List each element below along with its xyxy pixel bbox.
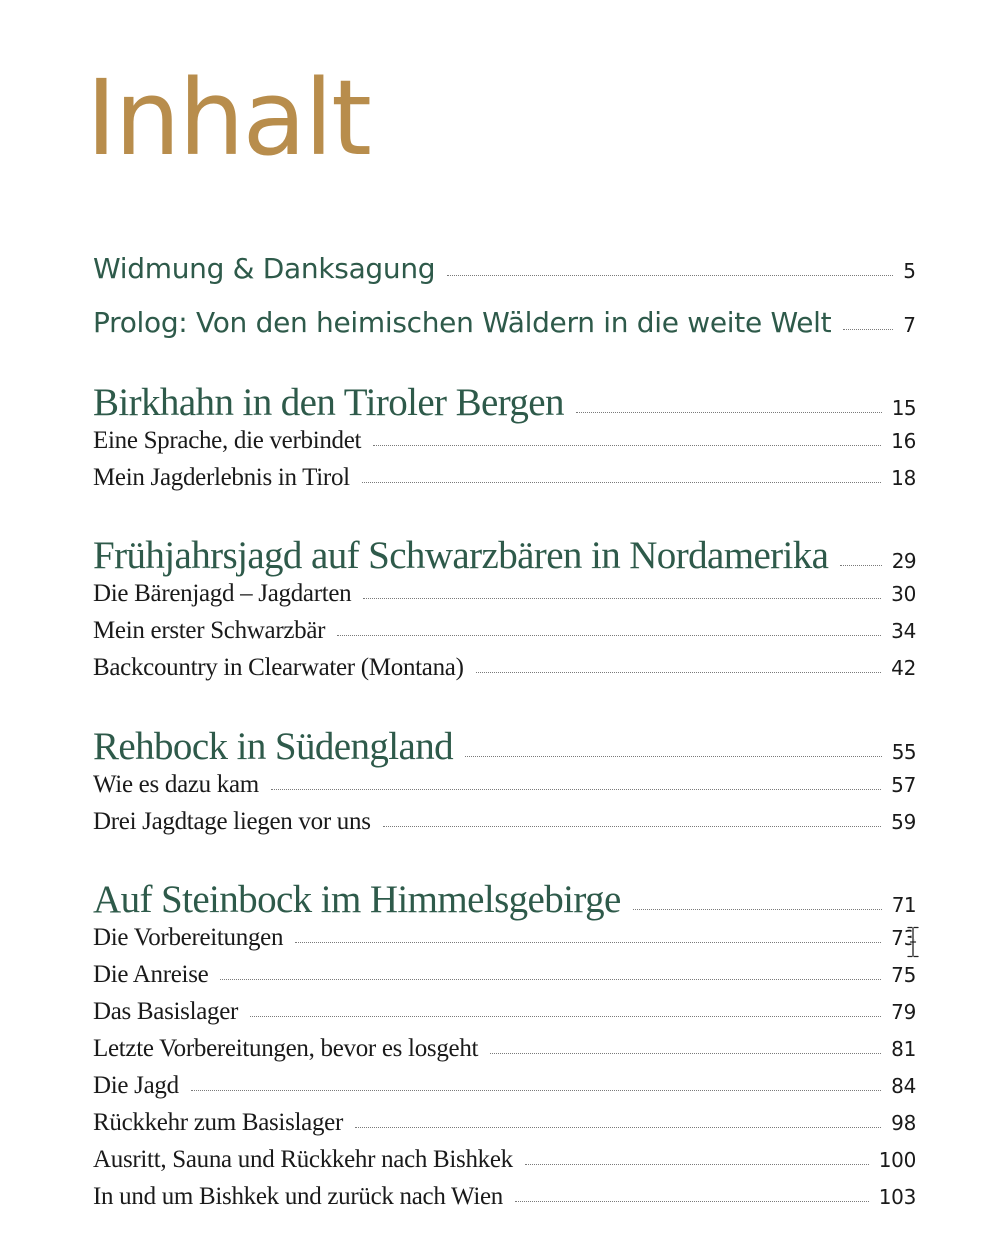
dot-leader (355, 1127, 881, 1128)
section-page: 34 (891, 619, 916, 643)
chapter-page: 71 (891, 893, 916, 917)
section-page: 84 (891, 1074, 916, 1098)
dot-leader (843, 329, 893, 330)
section-title: Die Bärenjagd – Jagdarten (93, 580, 352, 607)
toc-section[interactable] (93, 1109, 916, 1137)
chapter-page: 55 (891, 740, 916, 764)
dot-leader (447, 275, 893, 276)
section-title: Rückkehr zum Basislager (93, 1109, 343, 1136)
toc-entry-label: Prolog: Von den heimischen Wäldern in die weite Welt (93, 306, 832, 339)
toc-chapter-birkhahn[interactable] (93, 380, 916, 425)
section-page: 75 (891, 963, 916, 987)
dot-leader (295, 942, 881, 943)
section-title: Das Basislager (93, 998, 239, 1025)
section-page: 103 (878, 1185, 916, 1209)
section-title: Drei Jagdtage liegen vor uns (93, 808, 371, 835)
dot-leader (576, 412, 882, 413)
section-page: 42 (891, 656, 916, 680)
dot-leader (476, 672, 882, 673)
section-page: 57 (891, 773, 916, 797)
dot-leader (363, 598, 881, 599)
toc-chapter-schwarzbaeren[interactable] (93, 533, 916, 578)
section-page: 79 (891, 1000, 916, 1024)
toc-section[interactable] (93, 1072, 916, 1100)
toc-section[interactable] (93, 998, 916, 1026)
section-title: Die Jagd (93, 1072, 179, 1099)
dot-leader (337, 635, 881, 636)
dot-leader (362, 482, 881, 483)
toc-section[interactable] (93, 924, 916, 952)
toc-entry-label: Widmung & Danksagung (93, 252, 436, 285)
toc-section[interactable] (93, 961, 916, 989)
chapter-page: 29 (891, 549, 916, 573)
toc-section[interactable] (93, 464, 916, 492)
toc-section[interactable] (93, 771, 916, 799)
dot-leader (515, 1201, 869, 1202)
dot-leader (191, 1090, 881, 1091)
dot-leader (220, 979, 881, 980)
toc-section[interactable] (93, 654, 916, 682)
section-page: 59 (891, 810, 916, 834)
toc-entry-page: 5 (903, 259, 916, 283)
toc-chapter-steinbock[interactable] (93, 877, 916, 922)
section-page: 81 (891, 1037, 916, 1061)
toc-section[interactable] (93, 1035, 916, 1063)
chapter-title: Frühjahrsjagd auf Schwarzbären in Nordamerika (93, 534, 829, 577)
dot-leader (525, 1164, 869, 1165)
dot-leader (840, 565, 881, 566)
section-title: Die Vorbereitungen (93, 924, 284, 951)
chapter-title: Birkhahn in den Tiroler Bergen (93, 381, 564, 424)
section-page: 18 (891, 466, 916, 490)
toc-entry-page: 7 (903, 313, 916, 337)
section-title: Eine Sprache, die verbindet (93, 427, 362, 454)
section-page: 73 (891, 926, 916, 950)
toc-section[interactable] (93, 427, 916, 455)
dot-leader (373, 445, 881, 446)
toc-section[interactable] (93, 617, 916, 645)
dot-leader (465, 756, 882, 757)
section-title: Wie es dazu kam (93, 771, 259, 798)
section-title: Die Anreise (93, 961, 209, 988)
chapter-title: Auf Steinbock im Himmelsgebirge (93, 878, 621, 921)
section-title: In und um Bishkek und zurück nach Wien (93, 1183, 503, 1210)
text-cursor-icon (906, 926, 920, 958)
toc-section[interactable] (93, 1146, 916, 1174)
section-title: Mein erster Schwarzbär (93, 617, 326, 644)
toc-section[interactable] (93, 1183, 916, 1211)
toc-section[interactable] (93, 580, 916, 608)
section-page: 30 (891, 582, 916, 606)
section-title: Mein Jagderlebnis in Tirol (93, 464, 350, 491)
dot-leader (490, 1053, 881, 1054)
dot-leader (633, 909, 882, 910)
dot-leader (383, 826, 882, 827)
page-title: Inhalt (86, 57, 370, 179)
section-title: Ausritt, Sauna und Rückkehr nach Bishkek (93, 1146, 513, 1173)
dot-leader (271, 789, 881, 790)
toc-chapter-rehbock[interactable] (93, 724, 916, 769)
chapter-title: Rehbock in Südengland (93, 725, 454, 768)
chapter-page: 15 (891, 396, 916, 420)
section-page: 16 (891, 429, 916, 453)
section-title: Backcountry in Clearwater (Montana) (93, 654, 464, 681)
toc-entry-prolog[interactable] (93, 306, 916, 339)
toc-section[interactable] (93, 808, 916, 836)
section-page: 98 (891, 1111, 916, 1135)
dot-leader (250, 1016, 881, 1017)
toc-entry-dedication[interactable] (93, 252, 916, 285)
section-page: 100 (878, 1148, 916, 1172)
section-title: Letzte Vorbereitungen, bevor es losgeht (93, 1035, 479, 1062)
